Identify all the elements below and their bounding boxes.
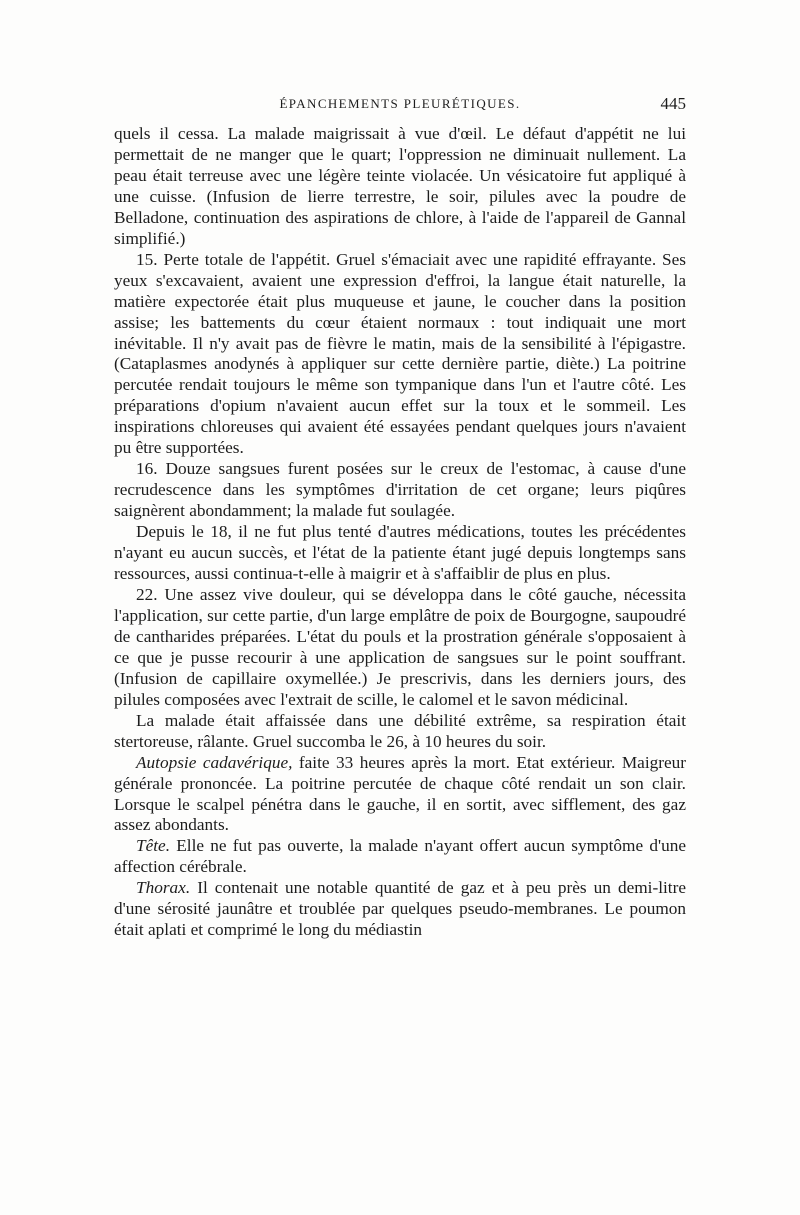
paragraph bbox=[114, 836, 686, 878]
paragraph-lead: Thorax. bbox=[136, 878, 191, 898]
paragraph bbox=[114, 459, 686, 522]
paragraph-text: 15. Perte totale de l'appétit. Gruel s'émaciait avec une rapidité effrayante. Ses yeux s'excavaient, avaient une expression d'effroi, la langue était naturelle, la matière expectorée était plus muqueuse et jaune, le coucher dans la position assise; les battements du cœur étaient normaux : tout indiquait une mort inévitable. Il n'y avait pas de fièvre le matin, mais de la sensibilité à l'épigastre. (Cataplasmes anodynés à appliquer sur cette dernière partie, diète.) La poitrine percutée rendait toujours le même son tympanique dans l'un et l'autre côté. Les préparations d'opium n'avaient aucun effet sur la toux et le sommeil. Les inspirations chloreuses qui avaient été essayées pendant quelques jours n'avaient pu être supportées. bbox=[114, 249, 686, 458]
paragraph bbox=[114, 585, 686, 711]
paragraph bbox=[114, 124, 686, 250]
page-number: 445 bbox=[660, 94, 686, 113]
paragraph bbox=[114, 711, 686, 753]
paragraph-lead: Tête. bbox=[136, 836, 171, 856]
paragraph bbox=[114, 878, 686, 941]
running-title: ÉPANCHEMENTS PLEURÉTIQUES. bbox=[279, 96, 521, 111]
paragraph-text: Depuis le 18, il ne fut plus tenté d'autres médications, toutes les précédentes n'ayant eu aucun succès, et l'état de la patiente étant jugé depuis longtemps sans ressources, aussi continua-t-elle à maigrir et à s'affaiblir de plus en plus. bbox=[114, 522, 686, 584]
paragraph-text: 16. Douze sangsues furent posées sur le creux de l'estomac, à cause d'une recrudescence dans les symptômes d'irritation de cet organe; leurs piqûres saignèrent abondamment; la malade fut soulagée. bbox=[114, 459, 686, 521]
paragraph bbox=[114, 522, 686, 585]
paragraph-text: faite 33 heures après la mort. Etat extérieur. Maigreur générale prononcée. La poitrine percutée de chaque côté rendait un son clair. Lorsque le scalpel pénétra dans le gauche, il en sortit, avec sifflement, des gaz assez abondants. bbox=[114, 752, 686, 835]
running-header bbox=[114, 96, 686, 122]
paragraph bbox=[114, 753, 686, 837]
paragraph-text: Il contenait une notable quantité de gaz et à peu près un demi-litre d'une sérosité jaunâtre et troublée par quelques pseudo-membranes. Le poumon était aplati et comprimé le long du médiastin bbox=[114, 878, 686, 940]
paragraph bbox=[114, 250, 686, 460]
body-text bbox=[114, 124, 686, 1154]
paragraph-text: La malade était affaissée dans une débilité extrême, sa respiration était stertoreuse, râlante. Gruel succomba le 26, à 10 heures du soir. bbox=[114, 710, 686, 751]
paragraph-text: Elle ne fut pas ouverte, la malade n'ayant offert aucun symptôme d'une affection cérébrale. bbox=[114, 836, 686, 877]
paragraph-lead: Autopsie cadavérique, bbox=[136, 752, 293, 772]
paragraph-text: 22. Une assez vive douleur, qui se développa dans le côté gauche, nécessita l'application, sur cette partie, d'un large emplâtre de poix de Bourgogne, saupoudré de cantharides préparées. L'état du pouls et la prostration générale s'opposaient à ce que je pusse recourir à une application de sangsues sur le point souffrant. (Infusion de capillaire oxymellée.) Je prescrivis, dans les derniers jours, des pilules composées avec l'extrait de scille, le calomel et le savon médicinal. bbox=[114, 584, 686, 709]
paragraph-text: quels il cessa. La malade maigrissait à vue d'œil. Le défaut d'appétit ne lui permettait de ne manger que le quart; l'oppression ne diminuait nullement. La peau était terreuse avec une légère teinte violacée. Un vésicatoire fut appliqué à une cuisse. (Infusion de lierre terrestre, le soir, pilules avec la poudre de Belladone, continuation des aspirations de chlore, à l'aide de l'appareil de Gannal simplifié.) bbox=[114, 124, 686, 248]
